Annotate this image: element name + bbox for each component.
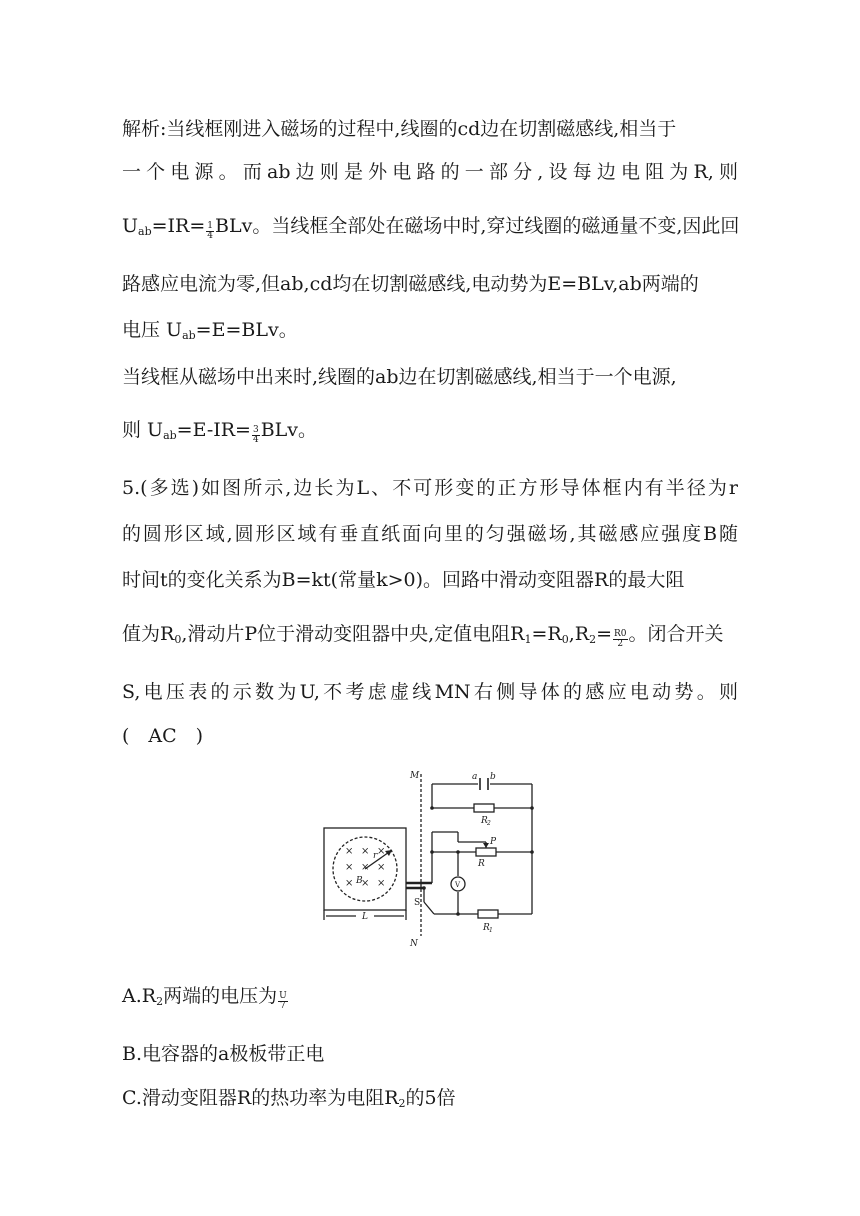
fraction-one-quarter: $\frac{1}{4}$: [207, 221, 214, 241]
slider-arrow-icon: [483, 843, 489, 848]
label-b-field: B: [356, 876, 363, 886]
analysis-line-3: $U_{ab}=IR=$ $\frac{1}{4}$ BLv。当线框全部处在磁场中时,穿过线圈的磁通量不变,因此回: [122, 215, 740, 241]
question-line-2: 的圆形区域,圆形区域有垂直纸面向里的匀强磁场,其磁感应强度B随: [122, 523, 738, 545]
label-a: a: [472, 772, 478, 782]
circuit-diagram: [318, 764, 546, 952]
analysis-line-5: 电压 $U_{ab}=E=BLv$。: [122, 319, 298, 342]
analysis-line-2: 一个电源。而ab边则是外电路的一部分,设每边电阻为R,则: [122, 161, 738, 183]
cross-mark: ×: [361, 862, 370, 873]
cross-mark: ×: [361, 878, 370, 889]
option-a: $A.R_2$两端的电压为 $\frac{U}{7}$: [122, 985, 287, 1011]
label-r-radius: r: [373, 851, 378, 861]
label-n: N: [410, 939, 418, 949]
label-r1-sub: 1: [489, 927, 493, 934]
radius-arrow-icon: [385, 850, 392, 856]
cross-mark: ×: [345, 878, 354, 889]
cross-mark: ×: [377, 878, 386, 889]
voltmeter-label: V: [455, 881, 461, 889]
fraction-u-over-7: $\frac{U}{7}$: [279, 991, 287, 1011]
label-r1: R: [483, 923, 490, 933]
label-r: R: [478, 859, 485, 869]
option-c: C.滑动变阻器R的热功率为电阻$R_2$的5倍: [122, 1087, 456, 1110]
question-line-1: 5.(多选)如图所示,边长为L、不可形变的正方形导体框内有半径为r: [122, 477, 738, 499]
label-r2: R: [481, 816, 488, 826]
question-line-4: 值为$R_0$,滑动片P位于滑动变阻器中央,定值电阻$R_1=R_0,R_2=$ $\frac{R0}{2}$ 。闭合开关: [122, 623, 724, 649]
analysis-line-7: 则 $U_{ab}=E-IR=$ $\frac{3}{4}$ BLv。: [122, 419, 318, 445]
option-b: B.电容器的a极板带正电: [122, 1043, 325, 1065]
question-line-3: 时间t的变化关系为B=kt(常量k>0)。回路中滑动变阻器R的最大阻: [122, 569, 685, 591]
cross-mark: ×: [361, 846, 370, 857]
label-r2-sub: 2: [487, 820, 491, 827]
answer-parentheses: ( AC ): [122, 725, 204, 747]
analysis-line-4: 路感应电流为零,但ab,cd均在切割磁感线,电动势为E=BLv,ab两端的: [122, 273, 699, 295]
label-m: M: [410, 771, 420, 781]
circuit-figure: [318, 764, 546, 952]
fraction-r0-over-2: $\frac{R0}{2}$: [614, 629, 627, 649]
cross-mark: ×: [345, 862, 354, 873]
magnetic-field-crosses: [345, 846, 385, 889]
cross-mark: ×: [377, 846, 386, 857]
analysis-line-6: 当线框从磁场中出来时,线圈的ab边在切割磁感线,相当于一个电源,: [122, 366, 677, 388]
analysis-line-1: 解析:当线框刚进入磁场的过程中,线圈的cd边在切割磁感线,相当于: [122, 118, 677, 140]
cross-mark: ×: [345, 846, 354, 857]
label-s: S: [414, 898, 421, 908]
question-line-5: S,电压表的示数为U,不考虑虚线MN右侧导体的感应电动势。则: [122, 681, 738, 703]
label-l: L: [362, 912, 368, 922]
fraction-three-quarters: $\frac{3}{4}$: [252, 425, 259, 445]
label-p: P: [490, 837, 497, 847]
label-b: b: [490, 772, 496, 782]
cross-mark: ×: [377, 862, 386, 873]
